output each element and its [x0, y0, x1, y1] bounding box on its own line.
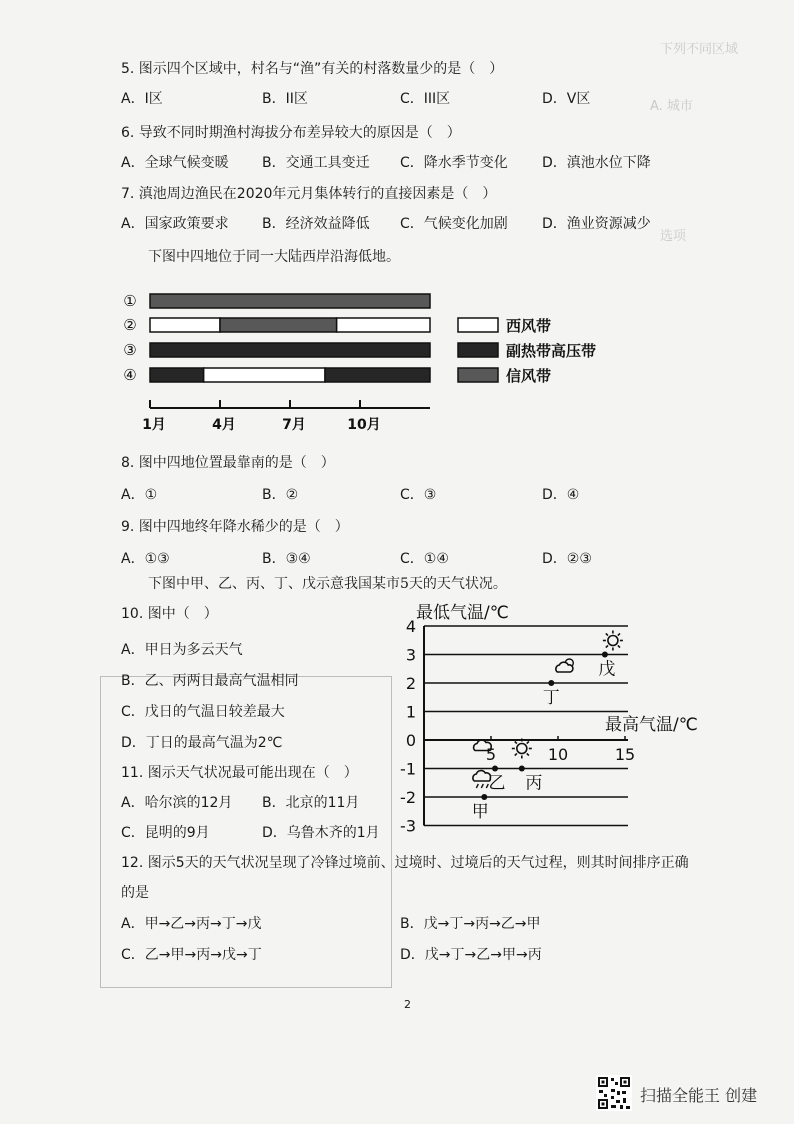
y-tick-label: -2	[400, 788, 416, 807]
y-tick-label: 4	[405, 617, 416, 636]
q6-option-b: B．交通工具变迁	[262, 155, 370, 171]
q10-option-c: C．戊日的气温日较差最大	[121, 704, 285, 720]
belt-segment-trade	[150, 294, 430, 308]
belt-segment-westerly	[204, 368, 325, 382]
data-point	[519, 766, 525, 772]
partly-cloudy-weather-icon	[556, 659, 573, 672]
row-label: ②	[123, 316, 137, 334]
row-label: ④	[123, 366, 137, 384]
q11-stem: 11. 图示天气状况最可能出现在（ ）	[121, 765, 358, 781]
month-tick-label: 10月	[347, 417, 381, 433]
q12-option-b: B．戊→丁→丙→乙→甲	[400, 916, 541, 932]
q7-option-d: D．渔业资源减少	[542, 216, 651, 232]
data-point-label: 丁	[542, 688, 560, 708]
q8-option-d: D．④	[542, 487, 580, 503]
q6-option-c: C．降水季节变化	[400, 155, 508, 171]
legend-swatch	[458, 318, 498, 332]
month-tick-label: 4月	[212, 417, 236, 433]
bleed-text: A. 城市	[650, 99, 693, 114]
q9-option-b: B．③④	[262, 551, 311, 567]
bleed-text: 选项	[660, 229, 687, 244]
intro-text-1: 下图中四地位于同一大陆西岸沿海低地。	[148, 249, 400, 265]
q5-option-a: A．I区	[121, 91, 163, 107]
belt-segment-trade	[220, 318, 337, 332]
question-8-stem: 8. 图中四地位置最靠南的是（ ）	[121, 455, 335, 471]
y-axis-label: 最低气温/℃	[416, 603, 509, 623]
question-9-stem: 9. 图中四地终年降水稀少的是（ ）	[121, 519, 349, 535]
sunny-weather-icon	[512, 739, 532, 759]
legend-swatch	[458, 368, 498, 382]
q11-option-d: D．乌鲁木齐的1月	[262, 825, 380, 841]
y-tick-label: 2	[405, 674, 416, 693]
q7-option-a: A．国家政策要求	[121, 216, 229, 232]
q12-stem-line2: 的是	[121, 885, 149, 901]
data-point	[481, 794, 487, 800]
q10-option-b: B．乙、丙两日最高气温相同	[121, 673, 299, 689]
wind-belt-chart	[120, 284, 630, 444]
q9-option-a: A．①③	[121, 551, 170, 567]
q9-option-d: D．②③	[542, 551, 592, 567]
q8-option-c: C．③	[400, 487, 437, 503]
data-point	[602, 652, 608, 658]
q6-option-a: A．全球气候变暖	[121, 155, 229, 171]
row-label: ③	[123, 341, 137, 359]
q5-option-c: C．III区	[400, 91, 451, 107]
row-label: ①	[123, 292, 137, 310]
q9-option-c: C．①④	[400, 551, 449, 567]
q12-option-c: C．乙→甲→丙→戊→丁	[121, 947, 262, 963]
q5-option-d: D．V区	[542, 91, 591, 107]
q12-option-d: D．戊→丁→乙→甲→丙	[400, 947, 542, 963]
y-tick-label: -3	[400, 816, 416, 836]
data-point	[548, 680, 554, 686]
legend-label: 西风带	[506, 317, 552, 335]
month-tick-label: 1月	[142, 417, 166, 433]
data-point	[492, 766, 498, 772]
qr-code-icon	[596, 1075, 632, 1111]
q10-option-a: A．甲日为多云天气	[121, 642, 243, 658]
data-point-label: 戊	[598, 659, 616, 680]
q11-option-b: B．北京的11月	[262, 795, 360, 811]
q11-option-a: A．哈尔滨的12月	[121, 795, 233, 811]
q8-option-b: B．②	[262, 487, 299, 503]
q5-option-b: B．II区	[262, 91, 308, 107]
legend-label: 信风带	[506, 367, 552, 385]
weather-chart	[400, 598, 698, 836]
belt-segment-high	[325, 368, 430, 382]
y-tick-label: 3	[405, 645, 416, 665]
q12-option-a: A．甲→乙→丙→丁→戊	[121, 916, 262, 932]
data-point-label: 乙	[488, 773, 506, 794]
scanner-watermark-text: 扫描全能王 创建	[640, 1086, 758, 1105]
x-axis-label: 最高气温/℃	[605, 715, 698, 735]
x-tick-label: 10	[547, 745, 569, 764]
belt-segment-westerly	[337, 318, 430, 332]
sunny-weather-icon	[603, 631, 623, 651]
belt-segment-high	[150, 343, 430, 357]
page-number: 2	[404, 998, 411, 1011]
q11-option-c: C．昆明的9月	[121, 825, 210, 841]
belt-segment-westerly	[150, 318, 220, 332]
x-tick-label: 15	[614, 745, 636, 764]
question-6-stem: 6. 导致不同时期渔村海拔分布差异较大的原因是（ ）	[121, 125, 461, 141]
q7-option-c: C．气候变化加剧	[400, 216, 508, 232]
y-tick-label: 1	[405, 702, 416, 722]
q8-option-a: A．①	[121, 487, 158, 503]
legend-swatch	[458, 343, 498, 357]
question-5-stem: 5. 图示四个区域中，村名与“渔”有关的村落数量少的是（ ）	[121, 61, 504, 77]
intro-text-2: 下图中甲、乙、丙、丁、戊示意我国某市5天的天气状况。	[148, 576, 507, 592]
belt-segment-high	[150, 368, 204, 382]
y-tick-label: -1	[400, 759, 416, 779]
month-tick-label: 7月	[282, 417, 306, 433]
q10-stem: 10. 图中（ ）	[121, 606, 218, 622]
q6-option-d: D．滇池水位下降	[542, 155, 651, 171]
y-tick-label: 0	[405, 731, 416, 750]
q12-stem-line1: 12. 图示5天的天气状况呈现了冷锋过境前、过境时、过境后的天气过程，则其时间排序正确	[121, 855, 689, 871]
q7-option-b: B．经济效益降低	[262, 216, 370, 232]
x-tick-label: 5	[485, 745, 497, 764]
data-point-label: 丙	[525, 773, 543, 794]
q10-option-d: D．丁日的最高气温为2℃	[121, 735, 283, 751]
bleed-text: 下列不同区域	[660, 42, 739, 57]
data-point-label: 甲	[471, 802, 489, 822]
question-7-stem: 7. 滇池周边渔民在2020年元月集体转行的直接因素是（ ）	[121, 186, 497, 202]
legend-label: 副热带高压带	[506, 342, 597, 360]
